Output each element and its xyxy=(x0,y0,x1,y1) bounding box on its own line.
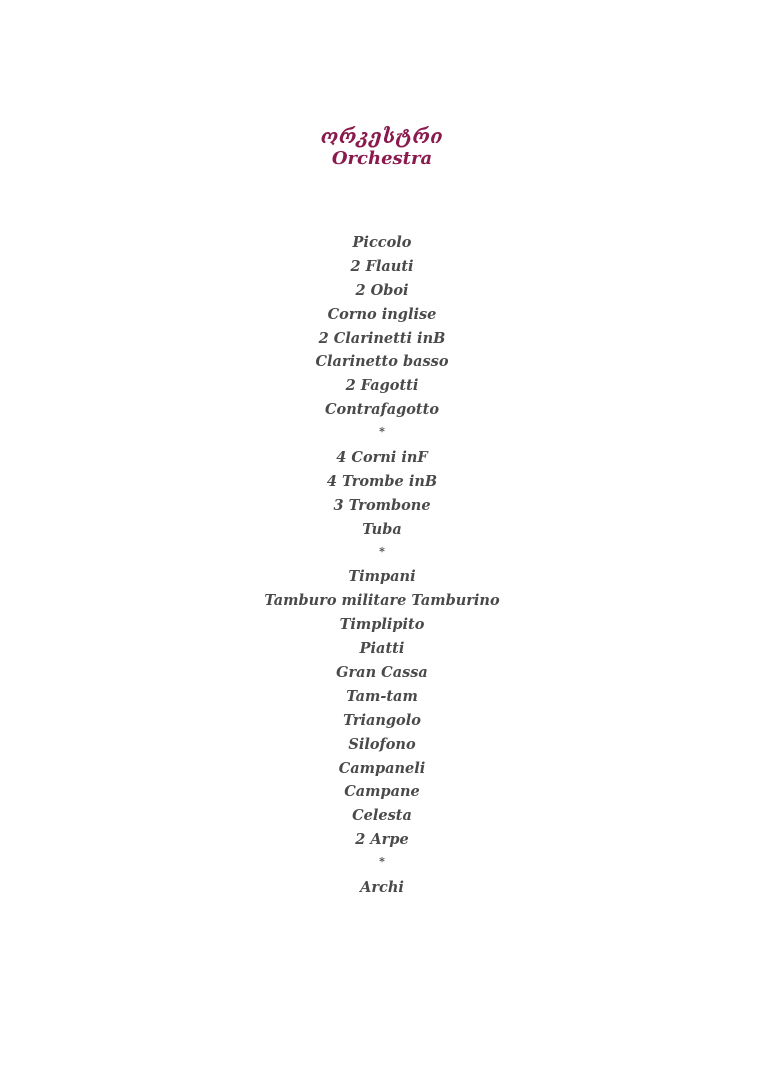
title-latin: Orchestra xyxy=(331,148,433,169)
instrument-item: 2 Arpe xyxy=(355,831,409,849)
section-separator: * xyxy=(379,425,385,439)
instrument-item: 3 Trombone xyxy=(333,496,431,514)
instrument-item: Gran Cassa xyxy=(336,664,428,682)
instrument-item: Celesta xyxy=(352,807,412,825)
instrument-item: Silofono xyxy=(348,735,416,753)
instrument-item: 2 Clarinetti inB xyxy=(318,329,446,347)
instrument-item: Campaneli xyxy=(338,759,426,777)
instrument-item: 2 Fagotti xyxy=(345,377,419,395)
instrument-list xyxy=(0,231,764,900)
instrument-item: Tamburo militare Tamburino xyxy=(264,592,500,610)
instrument-item: 4 Corni inF xyxy=(336,449,428,467)
instrument-item: Piatti xyxy=(359,640,405,658)
instrument-item: Tuba xyxy=(362,520,402,538)
instrument-item: Clarinetto basso xyxy=(315,353,449,371)
instrument-item: Campane xyxy=(344,783,420,801)
instrument-item: Timplipito xyxy=(339,616,425,634)
section-separator: * xyxy=(379,544,385,558)
instrument-item: Archi xyxy=(360,879,404,897)
instrument-item: Tam-tam xyxy=(346,687,418,705)
instrument-item: 4 Trombe inB xyxy=(326,472,438,490)
instrument-item: 2 Flauti xyxy=(350,257,414,275)
instrument-item: Piccolo xyxy=(352,234,412,251)
instrument-item: Triangolo xyxy=(343,711,421,729)
instrument-item: Corno inglise xyxy=(327,305,437,323)
instrument-item: 2 Oboi xyxy=(355,281,409,299)
instrument-item: Timpani xyxy=(348,568,416,586)
instrument-item: Contrafagotto xyxy=(325,401,439,419)
title-georgian: ორკესტრი xyxy=(320,124,444,148)
section-separator: * xyxy=(379,855,385,869)
